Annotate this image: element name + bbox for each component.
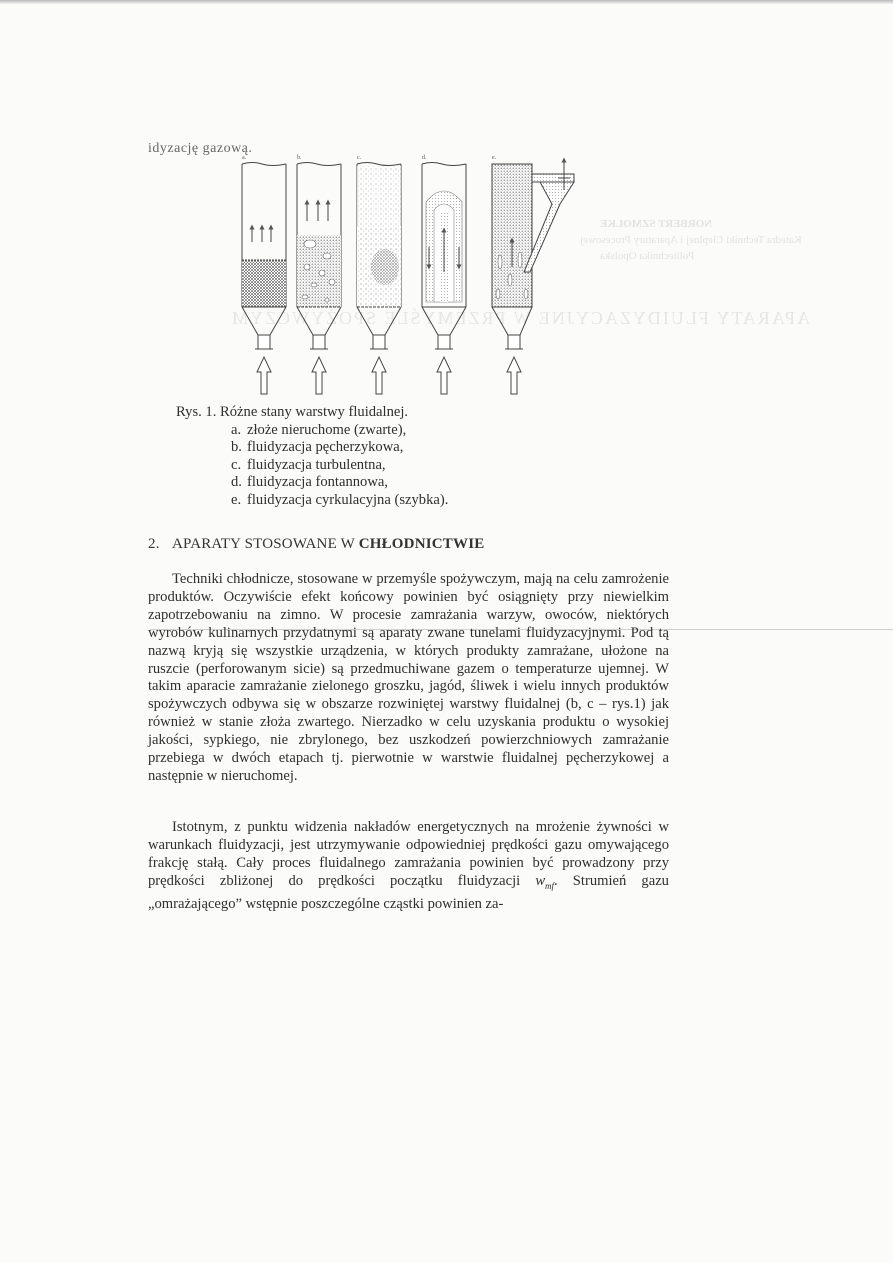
svg-text:c.: c. bbox=[357, 155, 362, 161]
scan-edge bbox=[0, 0, 893, 4]
symbol-base: w bbox=[535, 872, 546, 889]
section-heading bbox=[148, 536, 484, 553]
svg-text:b.: b. bbox=[297, 155, 302, 161]
section-number: 2. bbox=[148, 536, 160, 552]
paragraph-text bbox=[148, 819, 669, 913]
caption-title: Rys. 1. Różne stany warstwy fluidalnej. bbox=[176, 404, 409, 420]
paragraph-text: Techniki chłodnicze, stosowane w przemyśle spożywczym, mają na celu zamrożenie produktów. Oczywiście efekt końcowy powinien być osiągnięty przy niewielkim zapotrzebowaniu na zimno. W procesie zamrażania warzyw, owoców, niektórych wyrobów kulinarnych przydatnymi są aparaty zwane tunelami fluidyzacyjnymi. Pod tą nazwą kryją się wszystkie urządzenia, w których produkty zamrażane, ułożone na ruszcie (perforowanym sicie) są przedmuchiwane gazem o temperaturze ujemnej. W takim aparacie zamrażanie zielonego groszku, jagód, śliwek i wielu innych produktów spożywczych odbywa się w obszarze rozwiniętej warstwy fluidalnej (b, c – rys.1) jak również w stanie złoża zwartego. Nierzadko w celu uzyskania produktu o wysokiej jakości, sypkiego, nie zbrylonego, bez uszkodzeń powierzchniowych zamrażanie przebiega w dwóch etapach tj. pierwotnie w warstwie fluidalnej pęcherzykowej a następnie w nieruchomej. bbox=[148, 571, 669, 784]
caption-text: fluidyzacja pęcherzykowa, bbox=[247, 439, 404, 456]
figure-caption bbox=[176, 404, 448, 510]
caption-marker: b. bbox=[231, 439, 242, 456]
fluidization-figure bbox=[230, 152, 590, 397]
caption-item bbox=[231, 422, 448, 440]
caption-item bbox=[231, 439, 448, 457]
caption-item bbox=[231, 492, 448, 510]
section-title-bold: CHŁODNICTWIE bbox=[358, 536, 485, 552]
bleed-through-affiliation-2: Politechnika Opolska bbox=[600, 250, 695, 262]
caption-text: złoże nieruchome (zwarte), bbox=[247, 421, 407, 438]
bleed-through-author: NORBERT SZMOLKE bbox=[600, 218, 713, 230]
caption-marker: c. bbox=[231, 456, 242, 473]
velocity-symbol bbox=[535, 873, 554, 889]
caption-marker: e. bbox=[231, 491, 242, 508]
caption-text: fluidyzacja turbulentna, bbox=[247, 456, 386, 473]
caption-marker: a. bbox=[231, 421, 242, 438]
caption-text: fluidyzacja cyrkulacyjna (szybka). bbox=[247, 491, 449, 508]
body-paragraph-2 bbox=[148, 819, 669, 913]
caption-item bbox=[231, 457, 448, 475]
caption-item bbox=[231, 474, 448, 492]
paragraph-text-part: Istotnym, z punktu widzenia nakładów energetycznych na mrożenie żywności w warunkach fluidyzacji, jest utrzymywanie odpowiedniej prędkości gazu omywającego frakcję stałą. Cały proces fluidalnego zamrażania powinien być prowadzony przy prędkości zbliżonej do prędkości początku fluidyzacji bbox=[148, 819, 669, 889]
svg-text:e.: e. bbox=[492, 155, 497, 161]
symbol-subscript: mf bbox=[545, 880, 555, 891]
paragraph-text-part: . Strumień gazu „omrażającego” wstępnie poszczególne cząstki powinien za- bbox=[148, 872, 669, 912]
fluidization-diagram bbox=[230, 152, 590, 397]
caption-list bbox=[176, 422, 448, 510]
intro-fragment: idyzację gazową. bbox=[148, 141, 253, 156]
bleed-through-affiliation-1: Katedra Techniki Cieplnej i Aparatury Procesowej bbox=[580, 234, 802, 246]
body-paragraph-1 bbox=[148, 571, 669, 786]
caption-text: fluidyzacja fontannowa, bbox=[247, 474, 389, 491]
bleed-through-title: APARATY FLUIDYZACYJNE W PRZEMYŚLE SPOŻYWCZYM bbox=[230, 308, 811, 328]
caption-marker: d. bbox=[231, 474, 242, 491]
svg-text:a.: a. bbox=[242, 155, 247, 161]
section-title-regular: APARATY STOSOWANE W bbox=[172, 536, 359, 552]
svg-text:d.: d. bbox=[422, 155, 427, 161]
